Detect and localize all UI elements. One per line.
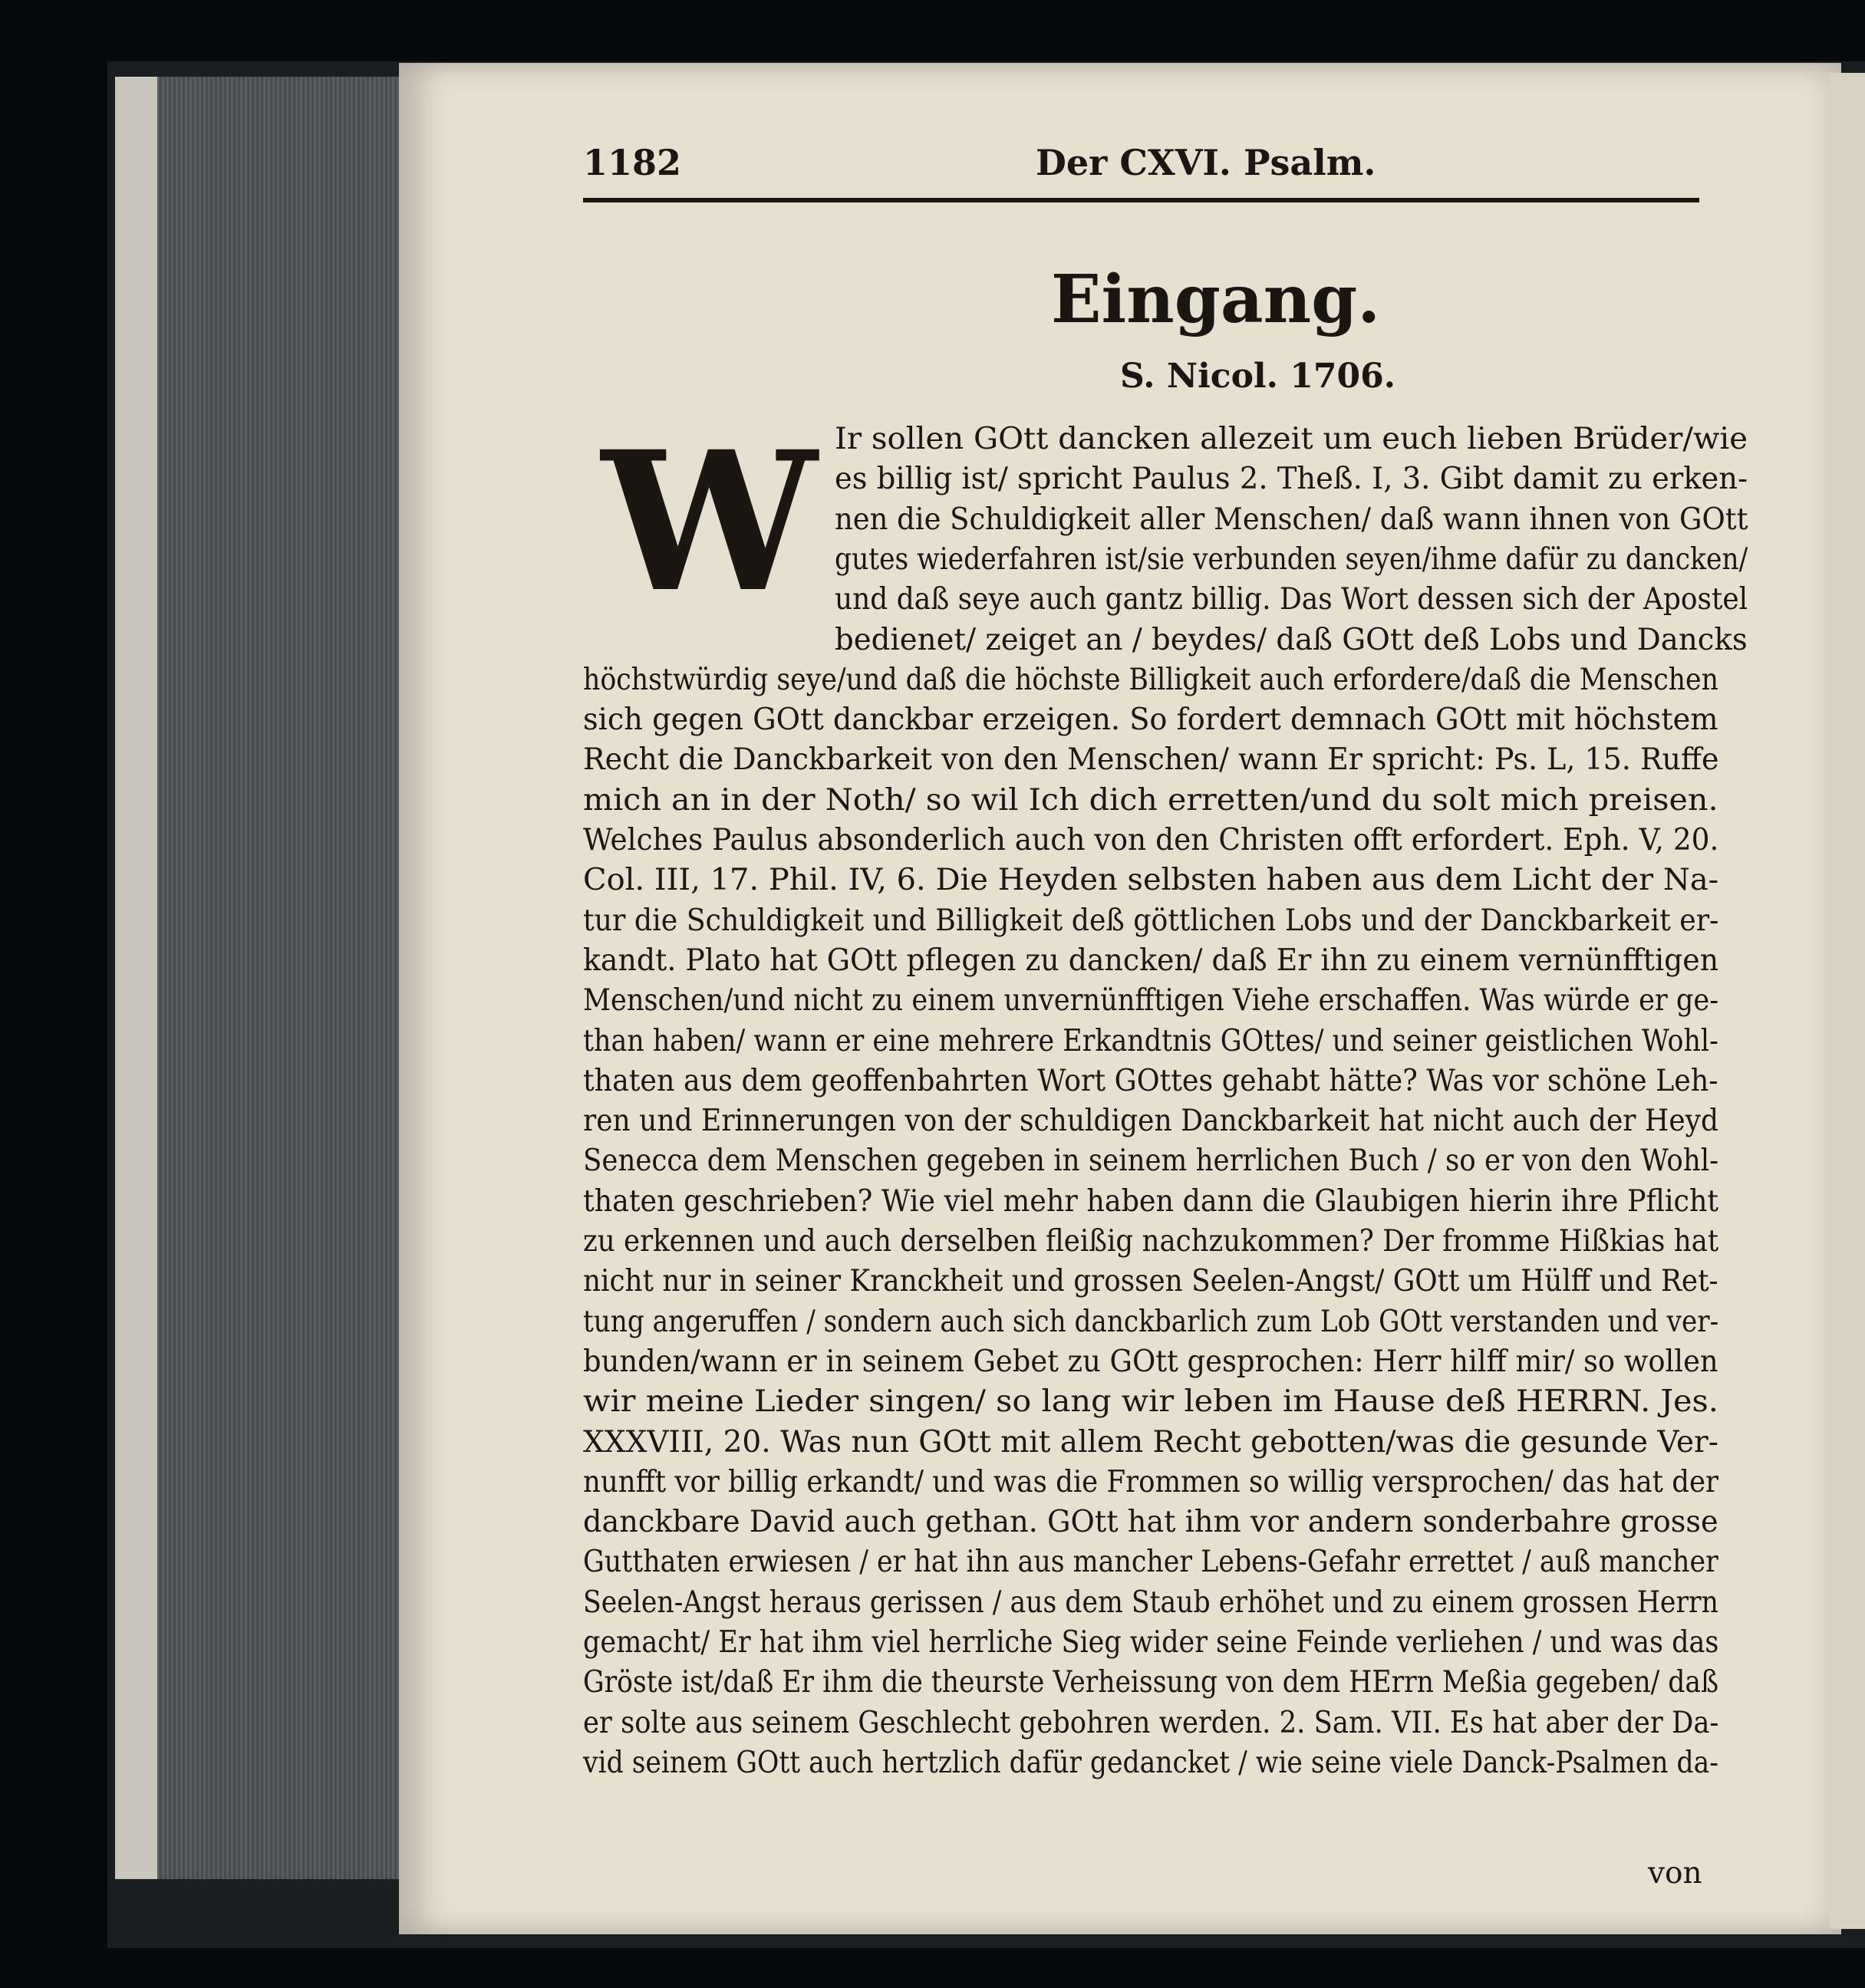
running-head-title: Der CXVI. Psalm. [1036, 142, 1376, 183]
text-line: than haben/ wann er eine mehrere Erkandtnis GOttes/ und seiner geistlichen Wohl- [583, 1024, 1718, 1058]
text-line: Senecca dem Menschen gegeben in seinem herrlichen Buch / so er von den Wohl- [583, 1144, 1719, 1178]
text-line: und daß seye auch gantz billig. Das Wort dessen sich der Apostel [835, 582, 1748, 617]
text-line: Recht die Danckbarkeit von den Menschen/ wann Er spricht: Ps. L, 15. Ruffe [583, 742, 1719, 777]
text-line: tung angeruffen / sondern auch sich danckbarlich zum Lob GOtt verstanden und ver- [583, 1305, 1719, 1339]
page-number: 1182 [583, 142, 682, 183]
text-line: höchstwürdig seye/und daß die höchste Billigkeit auch erfordere/daß die Menschen [583, 663, 1719, 697]
text-line: zu erkennen und auch derselben fleißig nachzukommen? Der fromme Hißkias hat [583, 1224, 1719, 1259]
text-line: XXXVIII, 20. Was nun GOtt mit allem Recht gebotten/was die gesunde Ver- [583, 1425, 1718, 1460]
text-line: Welches Paulus absonderlich auch von den Christen offt erfordert. Eph. V, 20. [583, 823, 1719, 857]
running-head [583, 142, 1699, 188]
decorated-initial: W [601, 409, 817, 634]
text-line: nicht nur in seiner Kranckheit und grossen Seelen-Angst/ GOtt um Hülff und Ret- [583, 1264, 1718, 1298]
text-line: wir meine Lieder singen/ so lang wir leben im Hause deß HERRN. Jes. [583, 1384, 1718, 1419]
text-line: sich gegen GOtt danckbar erzeigen. So fordert demnach GOtt mit höchstem [583, 703, 1718, 737]
source-line: S. Nicol. 1706. [1120, 357, 1396, 396]
text-line: vid seinem GOtt auch hertzlich dafür gedancket / wie seine viele Danck-Psalmen da- [583, 1746, 1718, 1780]
text-line: danckbare David auch gethan. GOtt hat ihm vor andern sonderbahre grosse [583, 1505, 1718, 1539]
text-line: thaten geschrieben? Wie viel mehr haben dann die Glaubigen hierin ihre Pflicht [583, 1184, 1719, 1219]
text-line: es billig ist/ spricht Paulus 2. Theß. I, 3. Gibt damit zu erken- [835, 462, 1748, 496]
text-line: Gröste ist/daß Er ihm die theurste Verheissung von dem HErrn Meßia gegeben/ daß [583, 1665, 1719, 1700]
cover-edge [115, 77, 157, 1879]
text-line: mich an in der Noth/ so wil Ich dich erretten/und du solt mich preisen. [583, 783, 1718, 818]
section-title: Eingang. [1051, 261, 1381, 338]
text-line: nunfft vor billig erkandt/ und was die Frommen so willig versprochen/ das hat der [583, 1465, 1718, 1499]
text-line: kandt. Plato hat GOtt pflegen zu dancken/ daß Er ihn zu einem vernünfftigen [583, 943, 1719, 978]
facing-page-edge [1830, 73, 1865, 1929]
text-line: bunden/wann er in seinem Gebet zu GOtt gesprochen: Herr hilff mir/ so wollen [583, 1345, 1718, 1379]
text-line: bedienet/ zeiget an / beydes/ daß GOtt deß Lobs und Dancks [835, 623, 1748, 657]
text-line: Gutthaten erwiesen / er hat ihn aus mancher Lebens-Gefahr errettet / auß mancher [583, 1545, 1718, 1579]
text-line: ren und Erinnerungen von der schuldigen Danckbarkeit hat nicht auch der Heyd [583, 1104, 1719, 1138]
text-line: tur die Schuldigkeit und Billigkeit deß göttlichen Lobs und der Danckbarkeit er- [583, 903, 1719, 938]
text-line: Col. III, 17. Phil. IV, 6. Die Heyden selbsten haben aus dem Licht der Na- [583, 863, 1719, 897]
page-stack-edge [115, 77, 407, 1879]
text-line: Ir sollen GOtt dancken allezeit um euch lieben Brüder/wie [835, 422, 1748, 456]
header-rule [583, 198, 1699, 202]
text-line: Menschen/und nicht zu einem unvernünfftigen Viehe erschaffen. Was würde er ge- [583, 983, 1719, 1018]
text-line: nen die Schuldigkeit aller Menschen/ daß wann ihnen von GOtt [835, 502, 1748, 537]
text-line: thaten aus dem geoffenbahrten Wort GOttes gehabt hätte? Was vor schöne Leh- [583, 1064, 1718, 1098]
text-line: Seelen-Angst heraus gerissen / aus dem Staub erhöhet und zu einem grossen Herrn [583, 1585, 1718, 1620]
text-line: gutes wiederfahren ist/sie verbunden seyen/ihme dafür zu dancken/ [835, 542, 1748, 577]
catchword: von [1648, 1856, 1702, 1891]
text-line: gemacht/ Er hat ihm viel herrliche Sieg wider seine Feinde verliehen / und was das [583, 1625, 1719, 1660]
text-line: er solte aus seinem Geschlecht gebohren werden. 2. Sam. VII. Es hat aber der Da- [583, 1706, 1719, 1740]
